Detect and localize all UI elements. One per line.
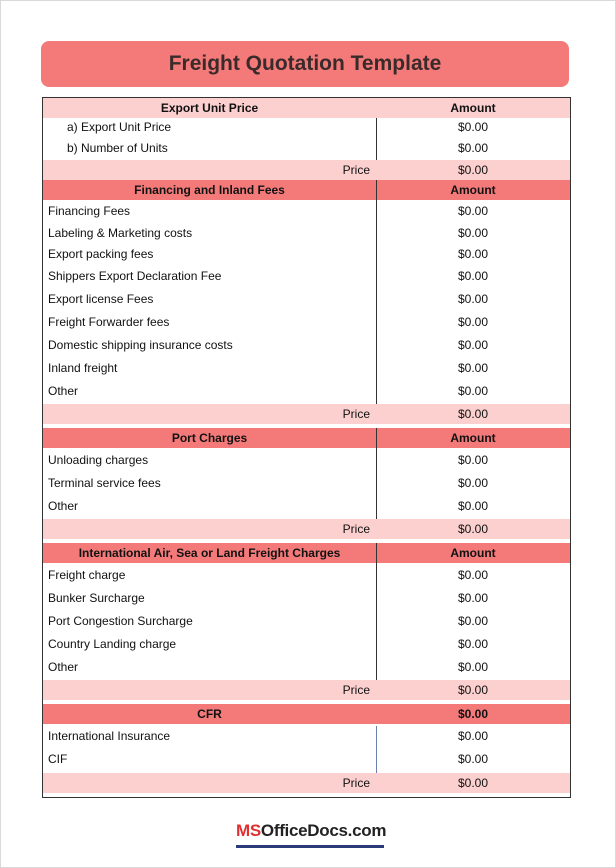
price-value: $0.00 (457, 163, 489, 177)
row-value: $0.00 (457, 453, 489, 467)
table-row (43, 473, 570, 493)
price-label: Price (342, 776, 370, 790)
table-row (43, 496, 570, 516)
table-row (43, 312, 570, 332)
row-label: Export license Fees (48, 292, 154, 306)
column-divider (376, 180, 377, 404)
row-label: Other (48, 384, 79, 398)
table-row (43, 565, 570, 585)
table-row (43, 358, 570, 378)
row-value: $0.00 (457, 614, 489, 628)
section-title: Financing and Inland Fees (134, 183, 285, 197)
table-row (43, 335, 570, 355)
row-label: Labeling & Marketing costs (48, 226, 193, 240)
table-row (43, 749, 570, 769)
amount-header: Amount (450, 546, 496, 560)
table-row (43, 117, 570, 137)
row-value: $0.00 (457, 269, 489, 283)
section-title: International Air, Sea or Land Freight Charges (78, 546, 341, 560)
row-label: CIF (48, 752, 68, 766)
section-header-export (43, 98, 570, 118)
table-row (43, 634, 570, 654)
row-label: International Insurance (48, 729, 171, 743)
section-title: Export Unit Price (160, 101, 259, 115)
amount-header: Amount (450, 101, 496, 115)
amount-header: Amount (450, 183, 496, 197)
msofficedocs-logo (236, 818, 387, 848)
row-value: $0.00 (457, 361, 489, 375)
price-row (43, 773, 570, 793)
row-value: $0.00 (457, 226, 489, 240)
price-row (43, 680, 570, 700)
row-value: $0.00 (457, 568, 489, 582)
price-value: $0.00 (457, 522, 489, 536)
price-label: Price (342, 522, 370, 536)
page-title: Freight Quotation Template (41, 41, 569, 87)
price-row (43, 404, 570, 424)
price-value: $0.00 (457, 776, 489, 790)
row-label: Other (48, 499, 79, 513)
amount-header: Amount (450, 431, 496, 445)
table-row (43, 726, 570, 746)
row-label: Other (48, 660, 79, 674)
price-label: Price (342, 163, 370, 177)
table-row (43, 450, 570, 470)
row-value: $0.00 (457, 292, 489, 306)
row-value: $0.00 (457, 204, 489, 218)
row-value: $0.00 (457, 338, 489, 352)
row-label: Freight Forwarder fees (48, 315, 170, 329)
row-label: Domestic shipping insurance costs (48, 338, 233, 352)
row-value: $0.00 (457, 591, 489, 605)
table-row (43, 223, 570, 243)
row-value: $0.00 (457, 141, 489, 155)
section-header-cfr (43, 704, 570, 724)
row-value: $0.00 (457, 315, 489, 329)
column-divider (376, 726, 377, 773)
section-header-international (43, 543, 570, 563)
row-value: $0.00 (457, 752, 489, 766)
row-label: Unloading charges (48, 453, 149, 467)
row-label: Country Landing charge (48, 637, 177, 651)
table-row (43, 611, 570, 631)
table-row (43, 138, 570, 158)
row-label: Bunker Surcharge (48, 591, 145, 605)
table-row (43, 289, 570, 309)
table-row (43, 201, 570, 221)
column-divider (376, 428, 377, 519)
logo-ms: MS (236, 821, 261, 840)
row-label: b) Number of Units (67, 141, 168, 155)
logo-rest: OfficeDocs.com (260, 821, 387, 840)
row-label: Export packing fees (48, 247, 154, 261)
row-label: a) Export Unit Price (67, 120, 172, 134)
row-value: $0.00 (457, 476, 489, 490)
row-label: Financing Fees (48, 204, 131, 218)
quotation-table (42, 97, 571, 798)
table-row (43, 381, 570, 401)
column-divider (376, 118, 377, 160)
amount-header: $0.00 (457, 707, 489, 721)
row-value: $0.00 (457, 247, 489, 261)
price-row (43, 519, 570, 539)
row-label: Freight charge (48, 568, 126, 582)
row-label: Inland freight (48, 361, 118, 375)
section-header-financing (43, 180, 570, 200)
section-header-port (43, 428, 570, 448)
row-value: $0.00 (457, 499, 489, 513)
price-label: Price (342, 407, 370, 421)
table-row (43, 244, 570, 264)
table-row (43, 588, 570, 608)
section-title: Port Charges (171, 431, 248, 445)
column-divider (376, 543, 377, 680)
price-value: $0.00 (457, 683, 489, 697)
row-value: $0.00 (457, 729, 489, 743)
row-label: Port Congestion Surcharge (48, 614, 193, 628)
price-label: Price (342, 683, 370, 697)
price-value: $0.00 (457, 407, 489, 421)
row-value: $0.00 (457, 660, 489, 674)
row-label: Shippers Export Declaration Fee (48, 269, 222, 283)
row-value: $0.00 (457, 120, 489, 134)
row-value: $0.00 (457, 637, 489, 651)
table-row (43, 657, 570, 677)
table-row (43, 266, 570, 286)
price-row (43, 160, 570, 180)
row-value: $0.00 (457, 384, 489, 398)
row-label: Terminal service fees (48, 476, 161, 490)
section-title: CFR (197, 707, 222, 721)
